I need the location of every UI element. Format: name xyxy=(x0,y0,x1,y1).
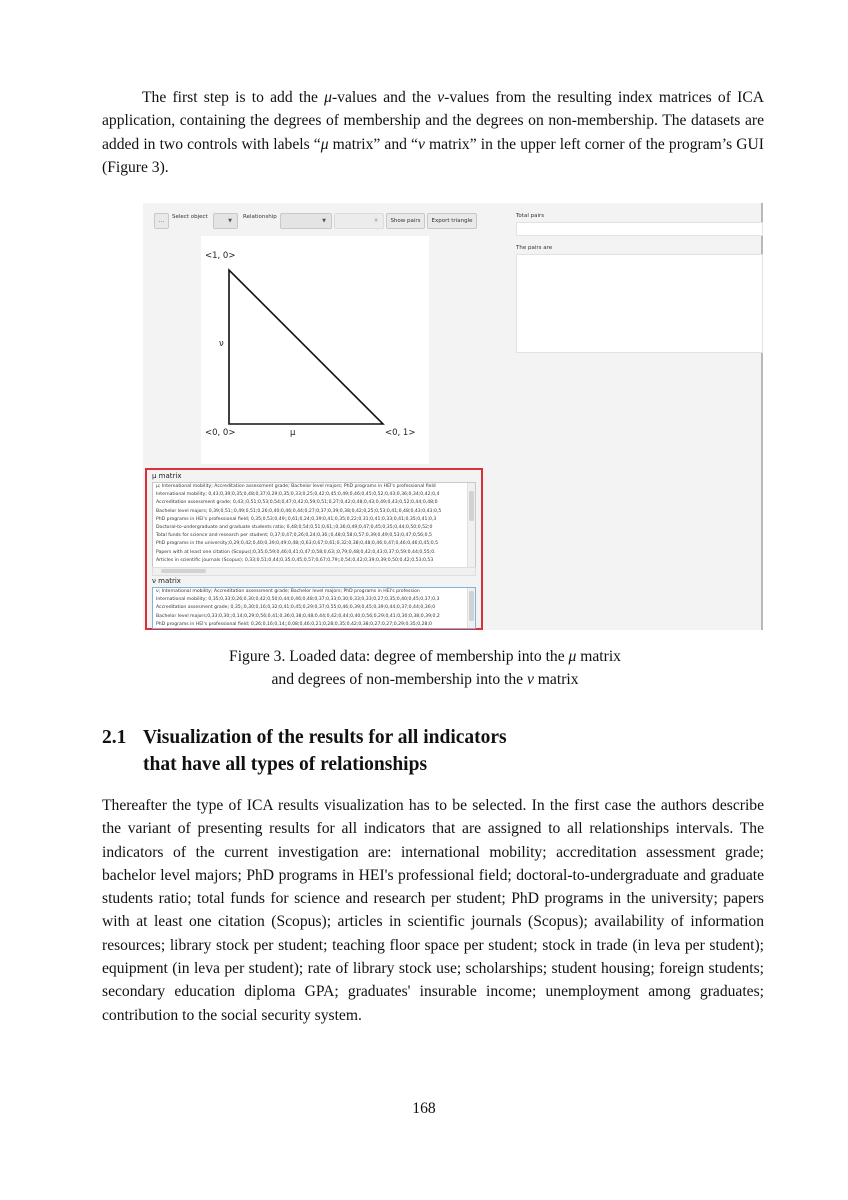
body-paragraph: Thereafter the type of ICA results visualization has to be selected. In the first case the authors describe the variant of presenting results for all indicators that are assigned to all relationships intervals. The indicators of the current investigation are: international mobility; accreditation assessment grade; bachelor level majors; PhD programs in HEI's professional field; doctoral-to-undergraduate and graduate students ratio; total funds for science and research per student; PhD programs in the university; papers with at least one citation (Scopus); articles in scientific journals (Scopus); availability of information resources; library stock per student; teaching floor space per student; stock in trade (in leva per student); equipment (in leva per student); rate of library stock use; scholarships; student housing; foreign students; secondary education diploma GPA; graduates' insurable income; unemployment among graduates; contribution to the social security system. xyxy=(102,797,764,1024)
mu-matrix-vertical-scrollbar[interactable] xyxy=(467,483,475,567)
scroll-thumb[interactable] xyxy=(469,591,474,621)
select-object-dropdown[interactable] xyxy=(213,213,238,229)
matrix-row: PhD programs in HEI's professional field; 0,26;0,16;0,14;;0,08;0,46;0,21;0,28;0,35;0,42;0,38;0,27;0,27;0,29;0,35;0,28;0 xyxy=(156,621,432,627)
select-object-label: Select object xyxy=(172,214,208,220)
nu-axis-label: ν xyxy=(219,339,224,349)
section-number: 2.1 xyxy=(102,727,127,748)
chevron-down-icon: ▼ xyxy=(228,218,232,224)
origin-vertex-label: <0, 0> xyxy=(205,428,236,438)
matrix-highlight-box xyxy=(145,468,483,630)
total-pairs-field[interactable] xyxy=(516,222,763,236)
section-title-line-2: that have all types of relationships xyxy=(143,754,428,775)
intro-text: -values and the xyxy=(331,89,438,106)
nu-symbol: ν xyxy=(417,135,425,153)
secondary-dropdown[interactable] xyxy=(334,213,384,229)
section-heading xyxy=(102,724,507,778)
nu-matrix-lines xyxy=(153,588,475,629)
right-vertex-label: <0, 1> xyxy=(385,428,416,438)
chevron-down-icon: ▼ xyxy=(322,218,326,224)
matrix-row: Papers with at least one citation (Scopus);0,35;0,59;0,46;0,41;0,47;0,58;0,63;;0,79;0,48;0,42;0,43;0,37;0,59;0,44;0,55;0. xyxy=(156,549,436,555)
nu-matrix-vertical-scrollbar[interactable] xyxy=(467,588,475,628)
top-vertex-label: <1, 0> xyxy=(205,251,236,261)
mu-matrix-label: μ matrix xyxy=(152,472,182,480)
scroll-thumb[interactable] xyxy=(161,569,206,573)
matrix-row: PhD programs in the university;0,29;0,42;0,40;0,39;0,49;0,48;;0,63;0,67;0,61;0,32;0,38;0,48;0,46;0,47;0,46;0,46;0,45;0,5 xyxy=(156,541,439,547)
mu-symbol: μ xyxy=(320,135,329,153)
caption-text: and degrees of non-membership into the xyxy=(271,671,527,688)
pairs-textarea[interactable] xyxy=(516,254,763,353)
caption-text: matrix xyxy=(576,648,621,665)
matrix-row: Bachelor level majors;0,33;0,30;;0,14;0,29;0,56;0,41;0,36;0,38;0,48;0,44;0,42;0,44;0,40;0,56;0,29;0,41;0,30;0,38;0,39;0,2 xyxy=(156,613,440,619)
intro-text: matrix” and “ xyxy=(328,135,418,153)
section-title-line-1: Visualization of the results for all indicators xyxy=(143,727,507,748)
matrix-row: Doctoral-to-undergraduate and graduate students ratio; 0,48;0,54;0,51;0,61;;0,36;0,49;0,47;0,45;0,35;0,44;0,50;0,52;0 xyxy=(156,525,433,531)
matrix-row: Total funds for science and research per student; 0,37;0,47;0,26;0,24;0,36;;0,48;0,58;0,57;0,39;0,49;0,53;0,47;0,56;0,5 xyxy=(156,533,432,539)
figure-caption xyxy=(150,645,700,691)
matrix-row: Bachelor level majors; 0,39;0,51;;0,49;0,51;0,26;0,40;0,46;0,44;0,27;0,37;0,39;0,38;0,42;0,25;0,53;0,41;0,48;0,43;0,43;0,5 xyxy=(156,508,442,514)
nu-matrix-label: ν matrix xyxy=(152,577,181,585)
page-number: 168 xyxy=(412,1100,436,1117)
caption-text: matrix xyxy=(533,671,579,688)
mu-axis-label: μ xyxy=(290,428,296,438)
triangle-canvas xyxy=(201,236,429,464)
total-pairs-label: Total pairs xyxy=(516,213,545,219)
matrix-row: ν; International mobility; Accreditation assessment grade; Bachelor level majors; PhD programs in HEI's profession xyxy=(156,589,420,594)
toolbar xyxy=(143,203,488,233)
caption-line-1 xyxy=(150,645,700,668)
nu-symbol: ν xyxy=(526,671,534,688)
matrix-row: International mobility; 0,35;0,33;0,26;0,30;0,42;0,50;0,44;0,46;0,48;0,37;0,33;0,30;0,33;0,33;0,27;0,35;0,40;0,45;0,37;0,3 xyxy=(156,597,440,603)
caption-text: Figure 3. Loaded data: degree of membership into the xyxy=(229,648,569,665)
relationship-dropdown[interactable] xyxy=(280,213,332,229)
relationship-label: Relationship xyxy=(243,214,277,220)
mu-symbol: μ xyxy=(568,648,577,665)
matrix-row: Articles in scientific journals (Scopus); 0,33;0,51;0,44;0,35;0,45;0,57;0,67;0,79;;0,54;0,42;0,39;0,39;0,50;0,42;0,53;0,53 xyxy=(156,557,434,563)
scroll-thumb[interactable] xyxy=(469,491,474,521)
intro-text: matrix” in the upper left corner of the program’s GUI (Figure 3). xyxy=(102,135,764,176)
intro-text: -values from the resulting index matrices of ICA application, containing the degrees of membership and the degrees on non-membership. The datasets are added in two controls with labels “ xyxy=(102,89,764,153)
chevron-down-icon: ▼ xyxy=(374,218,378,224)
triangle-shape xyxy=(229,270,383,424)
caption-line-2 xyxy=(150,668,700,691)
show-pairs-button[interactable]: Show pairs xyxy=(386,213,425,229)
browse-button[interactable]: ... xyxy=(154,213,169,229)
mu-matrix-horizontal-scrollbar[interactable] xyxy=(152,567,476,576)
nu-symbol: ν xyxy=(437,89,445,106)
mu-matrix-textarea[interactable] xyxy=(152,482,476,568)
intro-text: The first step is to add the xyxy=(142,89,325,106)
matrix-row: Accreditation assessment grade; 0,43;;0,51;0,53;0,54;0,47;0,42;0,59;0,51;0,27;0,42;0,48;0,43;0,49;0,43;0,52;0,44;0,48;0 xyxy=(156,500,438,506)
mu-matrix-lines xyxy=(153,483,475,565)
mu-symbol: μ xyxy=(324,89,332,106)
matrix-row: μ; International mobility; Accreditation assessment grade; Bachelor level majors; PhD programs in HEI's professional field xyxy=(156,484,436,489)
pairs-label: The pairs are xyxy=(516,245,553,251)
matrix-row: Accreditation assesment grade; 0,35;;0,30;0,16;0,32;0,41;0,45;0,29;0,37;0,55;0,46;0,39;0,45;0,39;0,44;0,37;0,44;0,36;0 xyxy=(156,605,436,611)
matrix-row: International mobility; 0,43;0,39;0,35;0,48;0,37;0,29;0,35;0,33;0,25;0,42;0,45;0,49;0,46;0,45;0,52;0,43;0,36;0,34;0,42;0,4 xyxy=(156,492,440,498)
matrix-row: PhD programs in HEI's professional field; 0,35;0,53;0,49;;0,61;0,24;0,39;0,41;0,35;0,22;0,31;0,41;0,33;0,41;0,35;0,41;0,3 xyxy=(156,516,437,522)
figure-gui-screenshot xyxy=(143,203,763,630)
export-triangle-button[interactable]: Export triangle xyxy=(427,213,477,229)
intro-paragraph xyxy=(102,86,764,179)
nu-matrix-textarea[interactable] xyxy=(152,587,476,629)
